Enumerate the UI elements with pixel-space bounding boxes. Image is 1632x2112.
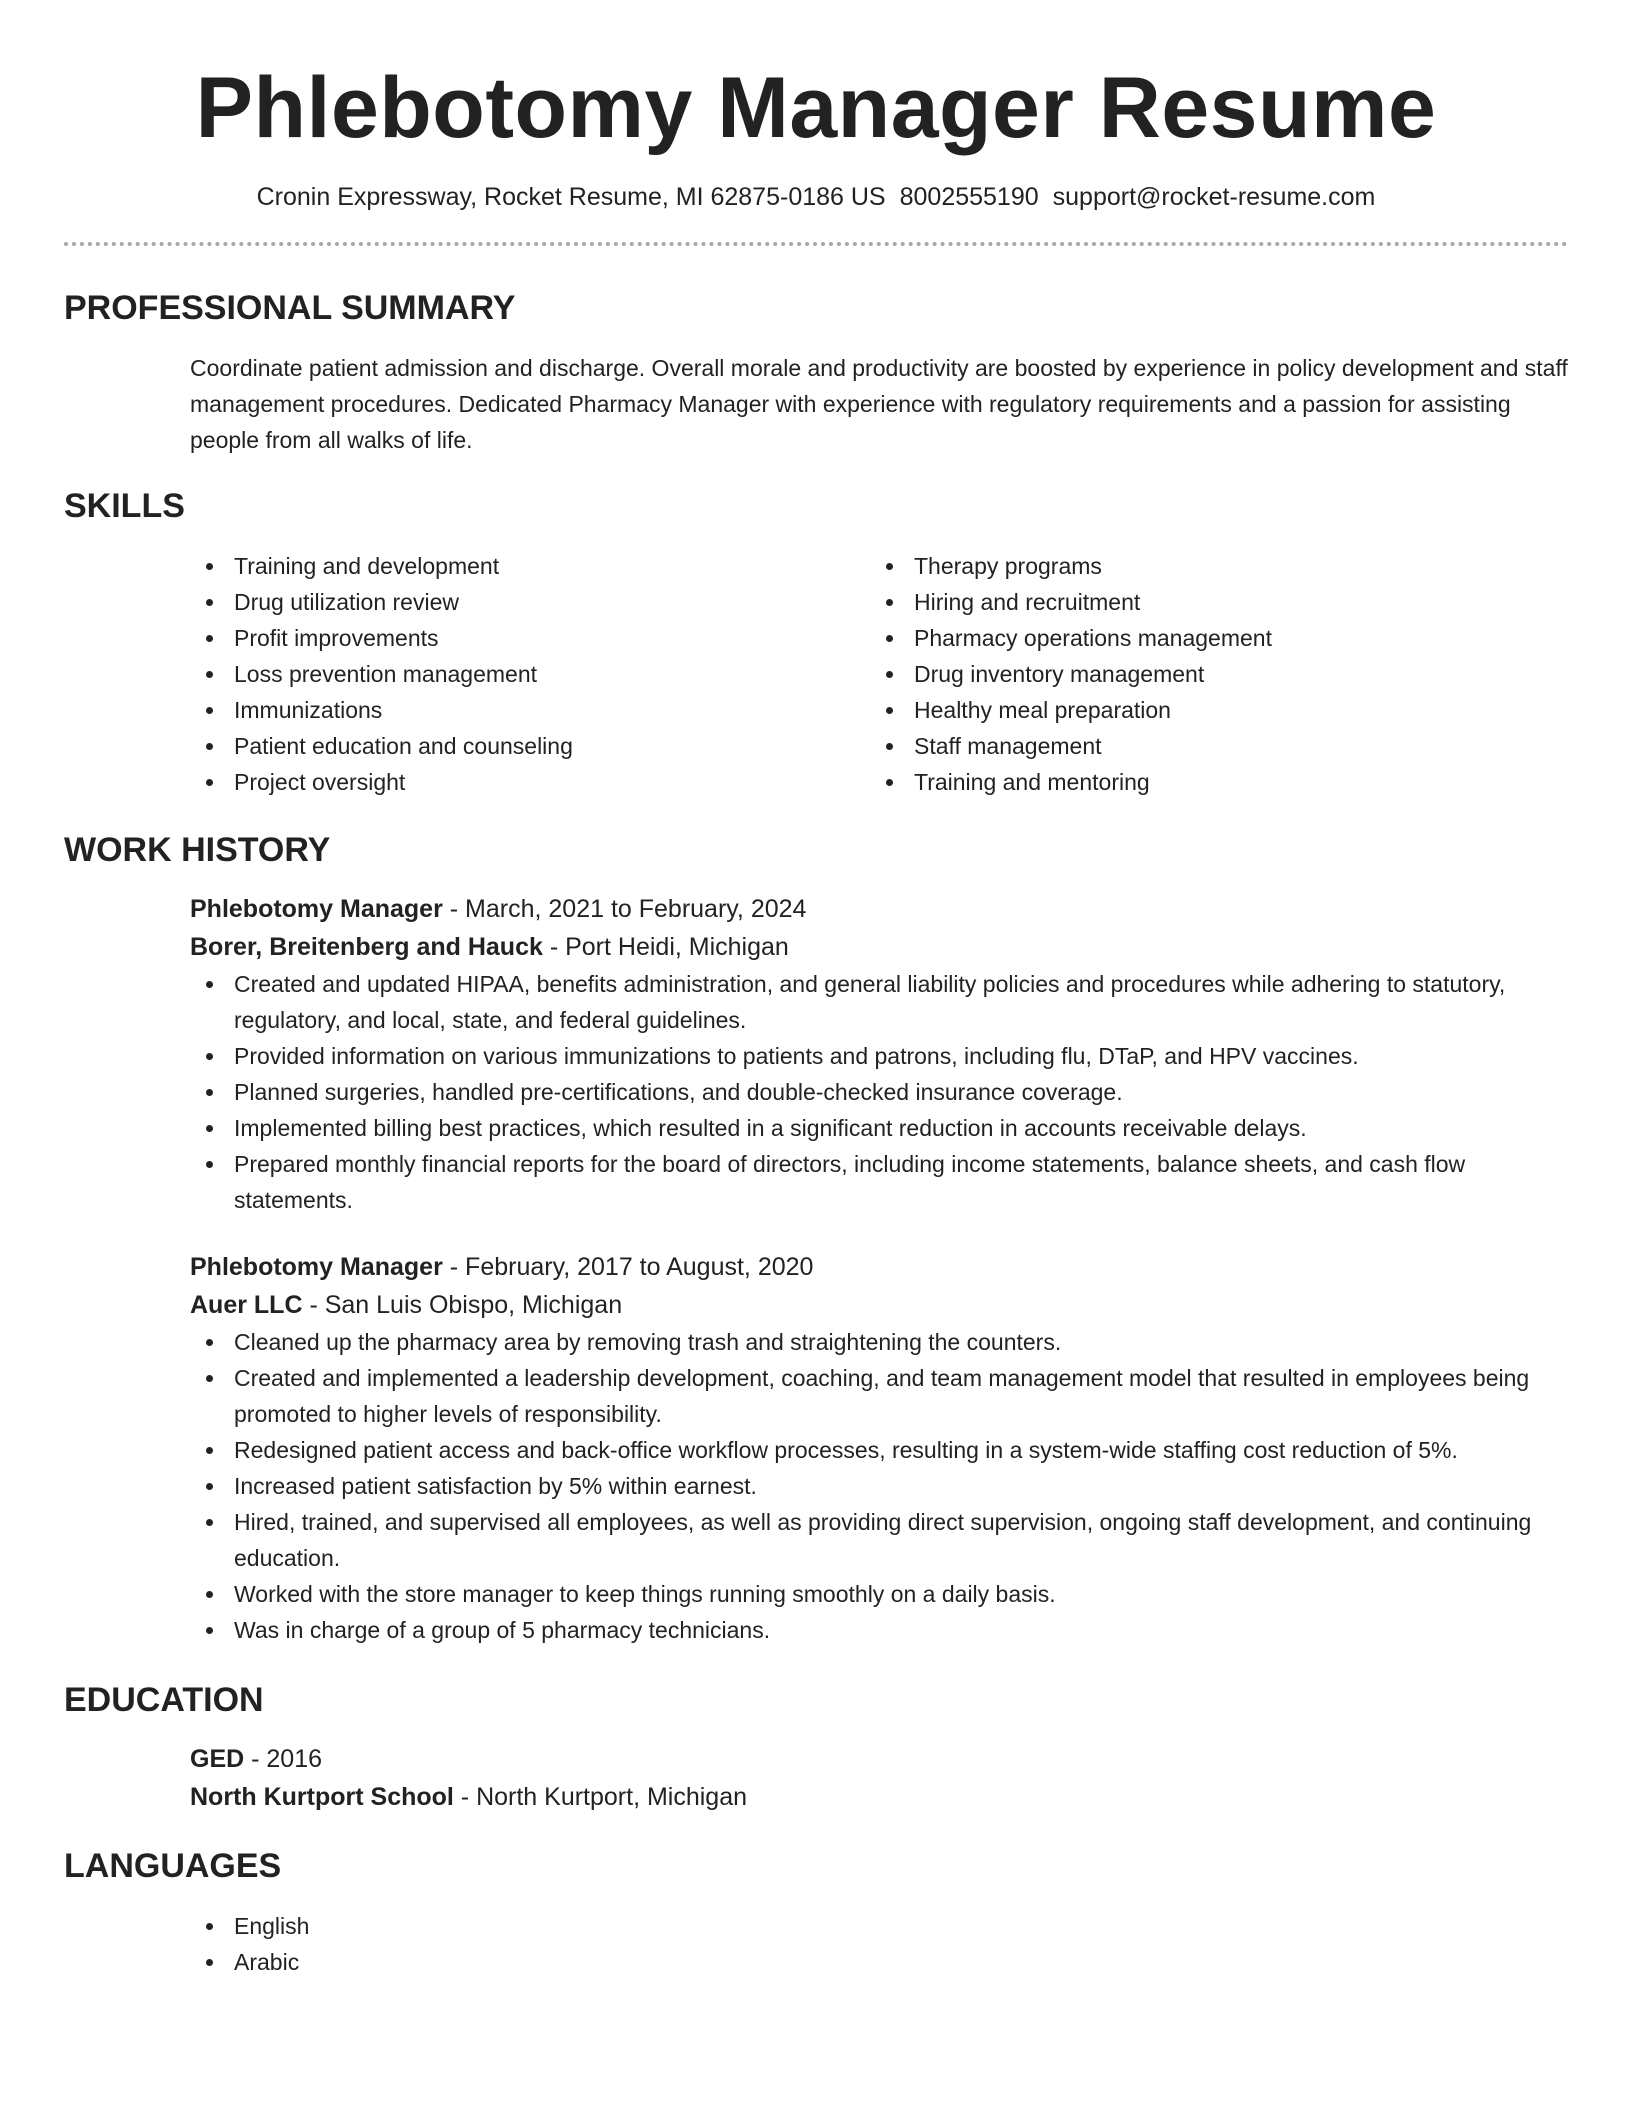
job-title-line xyxy=(190,1248,1568,1286)
list-item: Pharmacy operations management xyxy=(870,620,1550,656)
list-item: Staff management xyxy=(870,728,1550,764)
list-item: Hired, trained, and supervised all employees, as well as providing direct supervision, ongoing staff development, and continuing education. xyxy=(190,1504,1568,1576)
job-company-line xyxy=(190,1286,1568,1324)
education-heading: EDUCATION xyxy=(64,1681,264,1719)
list-item: Planned surgeries, handled pre-certifications, and double-checked insurance coverage. xyxy=(190,1074,1568,1110)
job-company-line xyxy=(190,928,1568,966)
skills-heading: SKILLS xyxy=(64,487,185,525)
job-title-line xyxy=(190,890,1568,928)
list-item: Increased patient satisfaction by 5% within earnest. xyxy=(190,1468,1568,1504)
list-item: Patient education and counseling xyxy=(190,728,870,764)
contact-email: support@rocket-resume.com xyxy=(1052,183,1376,211)
list-item: Training and development xyxy=(190,548,870,584)
languages-heading: LANGUAGES xyxy=(64,1847,282,1885)
job-entry xyxy=(190,1248,1568,1648)
list-item: Healthy meal preparation xyxy=(870,692,1550,728)
skills-list-left xyxy=(190,548,870,800)
job-title: Phlebotomy Manager xyxy=(190,1253,443,1281)
education-school: North Kurtport School xyxy=(190,1783,454,1811)
job-duties-list xyxy=(190,966,1568,1218)
job-company: Auer LLC xyxy=(190,1291,303,1319)
list-item: Created and implemented a leadership development, coaching, and team management model that resulted in employees being promoted to higher levels of responsibility. xyxy=(190,1360,1568,1432)
contact-address: Cronin Expressway, Rocket Resume, MI 62875-0186 US xyxy=(256,183,886,211)
list-item: Prepared monthly financial reports for the board of directors, including income statements, balance sheets, and cash flow statements. xyxy=(190,1146,1568,1218)
list-item: Immunizations xyxy=(190,692,870,728)
education-degree-line xyxy=(190,1740,1568,1778)
header-divider xyxy=(64,242,1568,246)
list-item: Worked with the store manager to keep things running smoothly on a daily basis. xyxy=(190,1576,1568,1612)
education-section xyxy=(64,1740,1568,1816)
work-history-section xyxy=(64,890,1568,1648)
list-item: Provided information on various immunizations to patients and patrons, including flu, DTaP, and HPV vaccines. xyxy=(190,1038,1568,1074)
education-degree: GED xyxy=(190,1745,245,1773)
list-item: Was in charge of a group of 5 pharmacy technicians. xyxy=(190,1612,1568,1648)
job-dates: - March, 2021 to February, 2024 xyxy=(442,895,807,923)
list-item: English xyxy=(190,1908,1568,1944)
list-item: Arabic xyxy=(190,1944,1568,1980)
list-item: Redesigned patient access and back-office workflow processes, resulting in a system-wide staffing cost reduction of 5%. xyxy=(190,1432,1568,1468)
education-year: - 2016 xyxy=(244,1745,323,1773)
summary-heading: PROFESSIONAL SUMMARY xyxy=(64,289,516,327)
list-item: Loss prevention management xyxy=(190,656,870,692)
skills-list-right xyxy=(870,548,1550,800)
list-item: Cleaned up the pharmacy area by removing trash and straightening the counters. xyxy=(190,1324,1568,1360)
list-item: Hiring and recruitment xyxy=(870,584,1550,620)
contact-phone: 8002555190 xyxy=(899,183,1039,211)
education-school-line xyxy=(190,1778,1568,1816)
job-entry xyxy=(190,890,1568,1218)
work-history-heading: WORK HISTORY xyxy=(64,831,331,869)
list-item: Drug utilization review xyxy=(190,584,870,620)
job-duties-list xyxy=(190,1324,1568,1648)
job-location: - Port Heidi, Michigan xyxy=(542,933,789,961)
list-item: Project oversight xyxy=(190,764,870,800)
languages-section xyxy=(64,1908,1568,1980)
skills-section xyxy=(64,548,1568,800)
job-location: - San Luis Obispo, Michigan xyxy=(302,1291,623,1319)
languages-list xyxy=(190,1908,1568,1980)
job-dates: - February, 2017 to August, 2020 xyxy=(442,1253,814,1281)
list-item: Drug inventory management xyxy=(870,656,1550,692)
job-company: Borer, Breitenberg and Hauck xyxy=(190,933,543,961)
list-item: Created and updated HIPAA, benefits administration, and general liability policies and procedures while adhering to statutory, regulatory, and local, state, and federal guidelines. xyxy=(190,966,1568,1038)
resume-title: Phlebotomy Manager Resume xyxy=(195,60,1437,156)
list-item: Therapy programs xyxy=(870,548,1550,584)
summary-section xyxy=(64,350,1568,458)
summary-text: Coordinate patient admission and discharge. Overall morale and productivity are boosted by experience in policy development and staff management procedures. Dedicated Pharmacy Manager with experience with regulatory requirements and a passion for assisting people from all walks of life. xyxy=(190,355,1568,453)
list-item: Training and mentoring xyxy=(870,764,1550,800)
contact-line xyxy=(64,180,1568,214)
job-title: Phlebotomy Manager xyxy=(190,895,443,923)
list-item: Profit improvements xyxy=(190,620,870,656)
list-item: Implemented billing best practices, which resulted in a significant reduction in accounts receivable delays. xyxy=(190,1110,1568,1146)
education-location: - North Kurtport, Michigan xyxy=(453,1783,748,1811)
